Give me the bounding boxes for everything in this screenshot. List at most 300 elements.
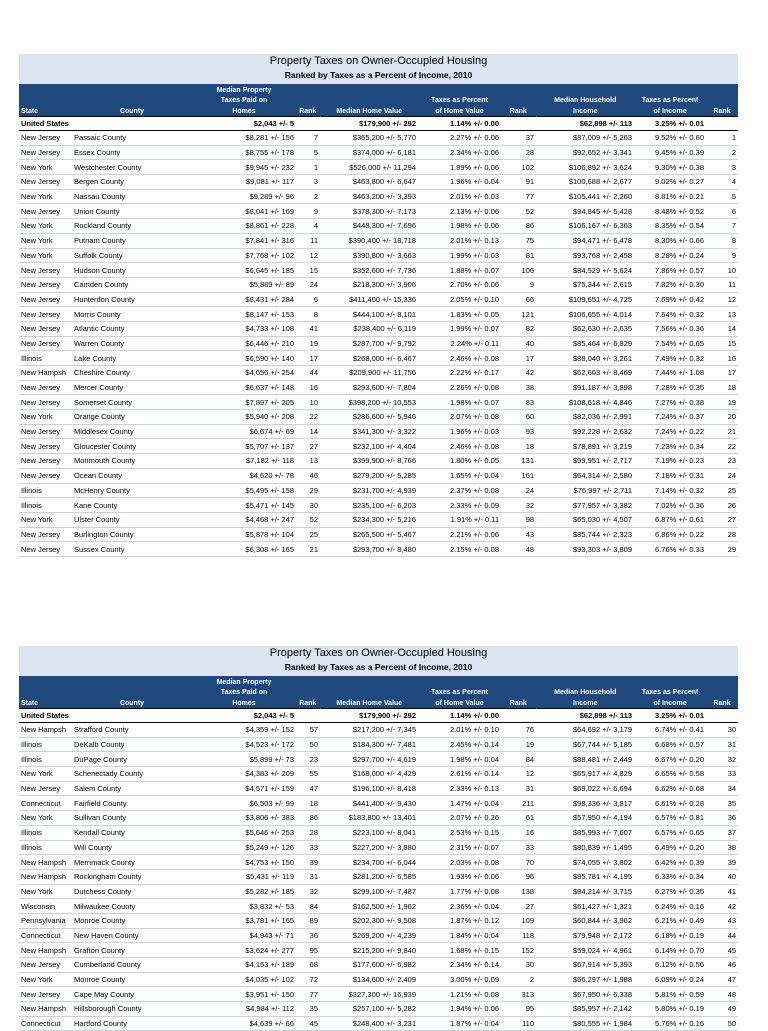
row-home-value: $162,500 +/- 1,962 <box>320 899 418 914</box>
row-home-value: $234,300 +/- 5,216 <box>320 512 418 527</box>
header-pct-value: of Home Value <box>418 697 501 709</box>
us-pct-value: 1.14% +/- 0.00 <box>418 117 501 131</box>
row-income: $74,055 +/- 3,802 <box>536 855 634 870</box>
table-block-2 <box>19 646 738 1031</box>
row-income: $94,845 +/- 5,428 <box>536 204 634 219</box>
row-state: Connecticut <box>19 796 72 811</box>
row-median-tax: $9,945 +/- 232 <box>192 160 296 175</box>
row-state: New Hampsh <box>19 855 72 870</box>
row-income: $100,688 +/- 2,677 <box>536 175 634 190</box>
us-state: United States <box>19 117 192 131</box>
row-tax-rank: 39 <box>296 855 320 870</box>
row-county: Cape May County <box>72 987 192 1002</box>
row-pct-income: 7.14% +/- 0.32 <box>634 483 706 498</box>
row-pct-value: 2.34% +/- 0.14 <box>418 958 501 973</box>
row-value-rank: 83 <box>501 395 536 410</box>
row-median-tax: $5,495 +/- 158 <box>192 483 296 498</box>
row-value-rank: 9 <box>501 277 536 292</box>
row-rank: 7 <box>706 219 738 234</box>
row-pct-income: 9.02% +/- 0.27 <box>634 175 706 190</box>
row-value-rank: 12 <box>501 767 536 782</box>
row-county: Westchester County <box>72 160 192 175</box>
row-home-value: $286,600 +/- 5,946 <box>320 410 418 425</box>
row-state: Illinois <box>19 351 72 366</box>
table-row <box>19 527 738 542</box>
row-rank: 29 <box>706 542 738 557</box>
row-rank: 11 <box>706 277 738 292</box>
row-value-rank: 106 <box>501 263 536 278</box>
row-rank: 28 <box>706 527 738 542</box>
row-pct-income: 6.42% +/- 0.39 <box>634 855 706 870</box>
row-pct-income: 7.23% +/- 0.34 <box>634 439 706 454</box>
table-row <box>19 380 738 395</box>
row-pct-income: 7.56% +/- 0.36 <box>634 321 706 336</box>
row-tax-rank: 32 <box>296 884 320 899</box>
row-value-rank: 31 <box>501 781 536 796</box>
row-median-tax: $7,897 +/- 205 <box>192 395 296 410</box>
row-value-rank: 84 <box>501 752 536 767</box>
row-state: Illinois <box>19 737 72 752</box>
row-pct-income: 5.76% +/- 0.16 <box>634 1016 706 1031</box>
row-value-rank: 52 <box>501 204 536 219</box>
row-tax-rank: 18 <box>296 796 320 811</box>
table-row <box>19 454 738 469</box>
row-median-tax: $6,590 +/- 140 <box>192 351 296 366</box>
row-tax-rank: 1 <box>296 160 320 175</box>
row-income: $60,844 +/- 3,962 <box>536 913 634 928</box>
row-value-rank: 30 <box>501 958 536 973</box>
row-state: New Jersey <box>19 277 72 292</box>
row-value-rank: 48 <box>501 542 536 557</box>
row-pct-income: 7.18% +/- 0.31 <box>634 468 706 483</box>
row-income: $85,744 +/- 2,323 <box>536 527 634 542</box>
table-row <box>19 512 738 527</box>
row-value-rank: 42 <box>501 366 536 381</box>
row-county: Will County <box>72 840 192 855</box>
row-pct-income: 6.61% +/- 0.28 <box>634 796 706 811</box>
row-value-rank: 70 <box>501 855 536 870</box>
row-income: $88,481 +/- 2,449 <box>536 752 634 767</box>
row-county: Cumberland County <box>72 958 192 973</box>
row-median-tax: $3,832 +/- 53 <box>192 899 296 914</box>
row-county: Ulster County <box>72 512 192 527</box>
row-value-rank: 131 <box>501 454 536 469</box>
row-pct-value: 3.00% +/- 0.09 <box>418 972 501 987</box>
row-pct-value: 1.68% +/- 0.15 <box>418 943 501 958</box>
row-median-tax: $5,878 +/- 104 <box>192 527 296 542</box>
row-rank: 19 <box>706 395 738 410</box>
row-rank: 3 <box>706 160 738 175</box>
row-state: New York <box>19 512 72 527</box>
row-tax-rank: 86 <box>296 811 320 826</box>
row-rank: 48 <box>706 987 738 1002</box>
table-row <box>19 884 738 899</box>
table-row <box>19 825 738 840</box>
header-median-tax: Taxes Paid on <box>192 95 296 105</box>
row-pct-value: 2.01% +/- 0.03 <box>418 189 501 204</box>
row-county: Schenectady County <box>72 767 192 782</box>
row-home-value: $248,400 +/- 3,231 <box>320 1016 418 1031</box>
row-median-tax: $4,153 +/- 189 <box>192 958 296 973</box>
row-state: New York <box>19 189 72 204</box>
table-row <box>19 145 738 160</box>
row-county: Rockland County <box>72 219 192 234</box>
row-state: New York <box>19 884 72 899</box>
row-pct-value: 2.21% +/- 0.06 <box>418 527 501 542</box>
row-pct-income: 6.57% +/- 0.65 <box>634 825 706 840</box>
row-home-value: $217,200 +/- 7,345 <box>320 723 418 738</box>
row-tax-rank: 68 <box>296 958 320 973</box>
row-pct-income: 8.28% +/- 0.24 <box>634 248 706 263</box>
row-rank: 22 <box>706 439 738 454</box>
row-county: Sussex County <box>72 542 192 557</box>
row-tax-rank: 2 <box>296 189 320 204</box>
table-row <box>19 752 738 767</box>
us-income: $62,898 +/- 113 <box>536 117 634 131</box>
row-tax-rank: 5 <box>296 145 320 160</box>
table-row <box>19 189 738 204</box>
row-home-value: $365,200 +/- 5,770 <box>320 131 418 146</box>
row-median-tax: $6,446 +/- 210 <box>192 336 296 351</box>
row-value-rank: 76 <box>501 723 536 738</box>
row-pct-income: 8.48% +/- 0.52 <box>634 204 706 219</box>
row-median-tax: $6,503 +/- 99 <box>192 796 296 811</box>
row-value-rank: 98 <box>501 512 536 527</box>
row-rank: 25 <box>706 483 738 498</box>
row-income: $87,009 +/- 5,263 <box>536 131 634 146</box>
row-median-tax: $6,674 +/- 69 <box>192 424 296 439</box>
row-income: $85,957 +/- 2,142 <box>536 1002 634 1017</box>
row-state: Illinois <box>19 483 72 498</box>
row-value-rank: 2 <box>501 972 536 987</box>
row-median-tax: $8,147 +/- 153 <box>192 307 296 322</box>
row-income: $62,630 +/- 2,635 <box>536 321 634 336</box>
header-pct-income: Taxes as Percent <box>634 95 706 105</box>
row-value-rank: 102 <box>501 160 536 175</box>
row-rank: 26 <box>706 498 738 513</box>
row-median-tax: $7,841 +/- 316 <box>192 233 296 248</box>
row-pct-value: 2.01% +/- 0.10 <box>418 723 501 738</box>
row-home-value: $209,900 +/- 11,756 <box>320 366 418 381</box>
row-county: Monmouth County <box>72 454 192 469</box>
table-row <box>19 899 738 914</box>
row-rank: 41 <box>706 884 738 899</box>
row-median-tax: $5,249 +/- 126 <box>192 840 296 855</box>
row-pct-value: 1.94% +/- 0.06 <box>418 1002 501 1017</box>
us-total-row <box>19 117 738 131</box>
table-row <box>19 723 738 738</box>
row-pct-income: 7.44% +/- 1.08 <box>634 366 706 381</box>
row-home-value: $390,400 +/- 18,718 <box>320 233 418 248</box>
header-rank: Rank <box>706 697 738 709</box>
row-rank: 13 <box>706 307 738 322</box>
row-county: Somerset County <box>72 395 192 410</box>
row-income: $91,187 +/- 3,898 <box>536 380 634 395</box>
row-median-tax: $5,707 +/- 137 <box>192 439 296 454</box>
us-tax: $2,043 +/- 5 <box>192 117 296 131</box>
row-median-tax: $6,637 +/- 148 <box>192 380 296 395</box>
row-value-rank: 91 <box>501 175 536 190</box>
row-median-tax: $5,899 +/- 73 <box>192 752 296 767</box>
row-tax-rank: 47 <box>296 781 320 796</box>
tax-table <box>19 84 738 557</box>
row-tax-rank: 50 <box>296 737 320 752</box>
row-pct-income: 7.28% +/- 0.35 <box>634 380 706 395</box>
row-pct-income: 7.02% +/- 0.36 <box>634 498 706 513</box>
row-median-tax: $8,861 +/- 228 <box>192 219 296 234</box>
row-median-tax: $5,940 +/- 208 <box>192 410 296 425</box>
row-median-tax: $4,035 +/- 102 <box>192 972 296 987</box>
us-state: United States <box>19 709 192 723</box>
row-home-value: $235,100 +/- 6,203 <box>320 498 418 513</box>
row-median-tax: $8,431 +/- 284 <box>192 292 296 307</box>
row-median-tax: $4,656 +/- 254 <box>192 366 296 381</box>
row-pct-value: 2.07% +/- 0.26 <box>418 811 501 826</box>
row-income: $62,603 +/- 8,469 <box>536 366 634 381</box>
row-home-value: $463,800 +/- 6,647 <box>320 175 418 190</box>
row-home-value: $378,300 +/- 7,173 <box>320 204 418 219</box>
table-row <box>19 336 738 351</box>
row-rank: 5 <box>706 189 738 204</box>
row-pct-value: 1.98% +/- 0.06 <box>418 219 501 234</box>
row-income: $88,040 +/- 3,261 <box>536 351 634 366</box>
row-pct-income: 6.74% +/- 0.41 <box>634 723 706 738</box>
row-rank: 6 <box>706 204 738 219</box>
row-county: Hartford County <box>72 1016 192 1031</box>
table-title: Property Taxes on Owner-Occupied Housing <box>19 54 738 68</box>
row-income: $77,957 +/- 3,382 <box>536 498 634 513</box>
row-median-tax: $8,281 +/- 156 <box>192 131 296 146</box>
row-pct-value: 2.33% +/- 0.13 <box>418 781 501 796</box>
row-income: $76,997 +/- 2,711 <box>536 483 634 498</box>
row-pct-value: 1.98% +/- 0.04 <box>418 752 501 767</box>
row-home-value: $134,600 +/- 2,409 <box>320 972 418 987</box>
row-income: $75,344 +/- 2,615 <box>536 277 634 292</box>
row-home-value: $231,700 +/- 4,939 <box>320 483 418 498</box>
us-pct-income: 3.25% +/- 0.01 <box>634 117 706 131</box>
row-value-rank: 60 <box>501 410 536 425</box>
row-tax-rank: 22 <box>296 410 320 425</box>
row-pct-income: 7.24% +/- 0.37 <box>634 410 706 425</box>
row-pct-income: 7.49% +/- 0.32 <box>634 351 706 366</box>
row-tax-rank: 89 <box>296 913 320 928</box>
row-pct-income: 7.27% +/- 0.38 <box>634 395 706 410</box>
row-pct-value: 1.80% +/- 0.05 <box>418 454 501 469</box>
row-income: $65,030 +/- 4,507 <box>536 512 634 527</box>
row-rank: 35 <box>706 796 738 811</box>
row-pct-income: 6.12% +/- 0.56 <box>634 958 706 973</box>
row-rank: 49 <box>706 1002 738 1017</box>
row-income: $61,427 +/- 1,321 <box>536 899 634 914</box>
row-value-rank: 40 <box>501 336 536 351</box>
row-home-value: $444,100 +/- 8,101 <box>320 307 418 322</box>
row-county: Monroe County <box>72 972 192 987</box>
us-pct-value: 1.14% +/- 0.00 <box>418 709 501 723</box>
header-county: County <box>72 105 192 117</box>
row-rank: 30 <box>706 723 738 738</box>
row-county: Monroe County <box>72 913 192 928</box>
row-pct-value: 1.89% +/- 0.06 <box>418 160 501 175</box>
row-income: $106,655 +/- 4,014 <box>536 307 634 322</box>
row-state: New York <box>19 972 72 987</box>
row-state: New York <box>19 248 72 263</box>
row-pct-income: 9.30% +/- 0.38 <box>634 160 706 175</box>
row-county: Fairfield County <box>72 796 192 811</box>
row-tax-rank: 33 <box>296 840 320 855</box>
row-county: Lake County <box>72 351 192 366</box>
row-state: New York <box>19 160 72 175</box>
row-county: Union County <box>72 204 192 219</box>
row-rank: 4 <box>706 175 738 190</box>
row-rank: 34 <box>706 781 738 796</box>
row-pct-income: 6.67% +/- 0.20 <box>634 752 706 767</box>
row-pct-value: 1.96% +/- 0.03 <box>418 424 501 439</box>
row-pct-value: 1.83% +/- 0.05 <box>418 307 501 322</box>
row-pct-income: 6.27% +/- 0.35 <box>634 884 706 899</box>
row-rank: 24 <box>706 468 738 483</box>
row-tax-rank: 55 <box>296 767 320 782</box>
row-median-tax: $5,282 +/- 185 <box>192 884 296 899</box>
row-rank: 18 <box>706 380 738 395</box>
row-county: Orange County <box>72 410 192 425</box>
row-value-rank: 86 <box>501 219 536 234</box>
row-state: New Jersey <box>19 204 72 219</box>
row-income: $69,022 +/- 6,694 <box>536 781 634 796</box>
row-state: Illinois <box>19 825 72 840</box>
row-county: Passaic County <box>72 131 192 146</box>
row-county: Cheshire County <box>72 366 192 381</box>
row-value-rank: 16 <box>501 825 536 840</box>
row-pct-income: 6.49% +/- 0.20 <box>634 840 706 855</box>
row-county: Bergen County <box>72 175 192 190</box>
table-row <box>19 439 738 454</box>
row-county: Middlesex County <box>72 424 192 439</box>
row-median-tax: $5,471 +/- 145 <box>192 498 296 513</box>
row-pct-value: 1.77% +/- 0.08 <box>418 884 501 899</box>
row-home-value: $399,900 +/- 8,766 <box>320 454 418 469</box>
row-state: New Hampsh <box>19 366 72 381</box>
row-pct-income: 7.86% +/- 0.57 <box>634 263 706 278</box>
row-county: Nassau County <box>72 189 192 204</box>
row-county: Atlantic County <box>72 321 192 336</box>
us-tax: $2,043 +/- 5 <box>192 709 296 723</box>
row-pct-value: 2.13% +/- 0.06 <box>418 204 501 219</box>
us-value: $179,900 +/- 292 <box>320 709 418 723</box>
header-home-value: Median Home Value <box>320 697 418 709</box>
row-value-rank: 17 <box>501 351 536 366</box>
row-value-rank: 161 <box>501 468 536 483</box>
table-row <box>19 913 738 928</box>
row-state: Illinois <box>19 498 72 513</box>
row-home-value: $526,000 +/- 11,294 <box>320 160 418 175</box>
row-pct-income: 6.68% +/- 0.57 <box>634 737 706 752</box>
row-home-value: $448,300 +/- 7,696 <box>320 219 418 234</box>
row-tax-rank: 10 <box>296 395 320 410</box>
row-rank: 45 <box>706 943 738 958</box>
row-state: New York <box>19 767 72 782</box>
table-row <box>19 219 738 234</box>
row-tax-rank: 35 <box>296 1002 320 1017</box>
row-income: $106,892 +/- 3,624 <box>536 160 634 175</box>
row-median-tax: $7,768 +/- 102 <box>192 248 296 263</box>
row-pct-value: 2.31% +/- 0.07 <box>418 840 501 855</box>
header-income: Income <box>536 105 634 117</box>
row-income: $67,950 +/- 6,338 <box>536 987 634 1002</box>
row-home-value: $279,200 +/- 5,285 <box>320 468 418 483</box>
table-row <box>19 972 738 987</box>
row-pct-income: 7.82% +/- 0.30 <box>634 277 706 292</box>
row-value-rank: 77 <box>501 189 536 204</box>
row-county: Kendall County <box>72 825 192 840</box>
row-tax-rank: 25 <box>296 527 320 542</box>
row-home-value: $177,600 +/- 6,982 <box>320 958 418 973</box>
table-row <box>19 869 738 884</box>
row-rank: 42 <box>706 899 738 914</box>
row-state: New Jersey <box>19 454 72 469</box>
row-rank: 12 <box>706 292 738 307</box>
row-value-rank: 19 <box>501 737 536 752</box>
row-median-tax: $4,383 +/- 209 <box>192 767 296 782</box>
row-income: $84,529 +/- 5,624 <box>536 263 634 278</box>
row-median-tax: $5,646 +/- 253 <box>192 825 296 840</box>
row-income: $64,314 +/- 2,580 <box>536 468 634 483</box>
row-tax-rank: 46 <box>296 468 320 483</box>
row-state: New York <box>19 811 72 826</box>
row-income: $92,228 +/- 2,632 <box>536 424 634 439</box>
row-pct-income: 6.24% +/- 0.16 <box>634 899 706 914</box>
row-income: $109,651 +/- 4,725 <box>536 292 634 307</box>
row-value-rank: 82 <box>501 321 536 336</box>
table-row <box>19 498 738 513</box>
row-income: $66,297 +/- 1,988 <box>536 972 634 987</box>
row-median-tax: $3,951 +/- 150 <box>192 987 296 1002</box>
row-pct-value: 2.24% +/- 0.11 <box>418 336 501 351</box>
row-income: $85,781 +/- 4,195 <box>536 869 634 884</box>
row-state: New Jersey <box>19 527 72 542</box>
table-row <box>19 542 738 557</box>
row-rank: 9 <box>706 248 738 263</box>
row-tax-rank: 30 <box>296 498 320 513</box>
row-tax-rank: 9 <box>296 204 320 219</box>
row-state: Connecticut <box>19 1016 72 1031</box>
row-tax-rank: 84 <box>296 899 320 914</box>
row-tax-rank: 21 <box>296 542 320 557</box>
row-pct-value: 1.99% +/- 0.07 <box>418 321 501 336</box>
row-county: Milwaukee County <box>72 899 192 914</box>
row-pct-value: 2.05% +/- 0.10 <box>418 292 501 307</box>
row-county: Hillsborough County <box>72 1002 192 1017</box>
row-rank: 2 <box>706 145 738 160</box>
row-pct-value: 1.99% +/- 0.03 <box>418 248 501 263</box>
row-state: New Hampsh <box>19 1002 72 1017</box>
row-home-value: $227,200 +/- 3,880 <box>320 840 418 855</box>
row-home-value: $223,100 +/- 8,041 <box>320 825 418 840</box>
row-pct-value: 2.37% +/- 0.08 <box>418 483 501 498</box>
header-home-value: Median Home Value <box>320 105 418 117</box>
row-value-rank: 96 <box>501 869 536 884</box>
row-rank: 8 <box>706 233 738 248</box>
row-pct-value: 2.01% +/- 0.13 <box>418 233 501 248</box>
row-tax-rank: 17 <box>296 351 320 366</box>
table-row <box>19 321 738 336</box>
row-median-tax: $4,753 +/- 150 <box>192 855 296 870</box>
row-tax-rank: 77 <box>296 987 320 1002</box>
row-pct-income: 9.45% +/- 0.39 <box>634 145 706 160</box>
row-pct-value: 1.93% +/- 0.06 <box>418 869 501 884</box>
row-tax-rank: 57 <box>296 723 320 738</box>
us-total-row <box>19 709 738 723</box>
header-median-tax: Median Property <box>192 84 296 95</box>
